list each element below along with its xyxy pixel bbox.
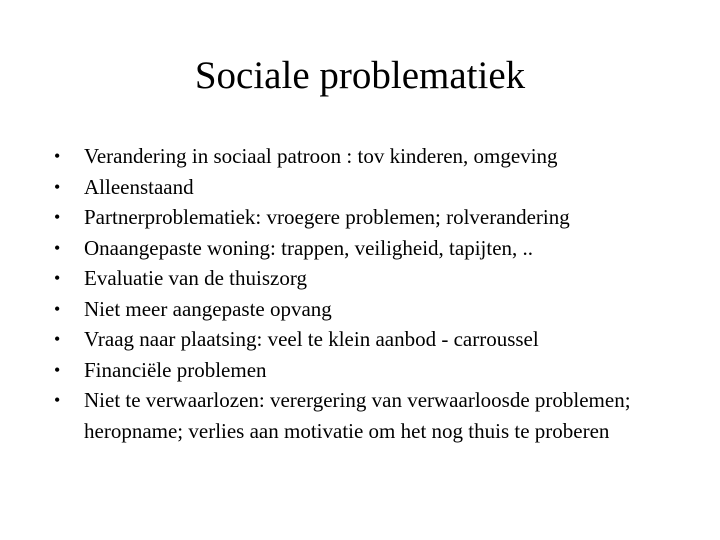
bullet-dot-icon: •: [54, 146, 61, 166]
bullet-item: [54, 233, 694, 264]
slide-title: Sociale problematiek: [194, 54, 526, 97]
bullet-item: [54, 141, 694, 172]
bullet-item: [54, 263, 694, 294]
bullet-item: [54, 202, 694, 233]
bullet-dot-icon: •: [54, 268, 61, 288]
bullet-item: [54, 355, 694, 386]
bullet-item: [54, 172, 694, 203]
bullet-text: Niet meer aangepaste opvang: [84, 296, 332, 321]
bullet-dot-icon: •: [54, 207, 61, 227]
bullet-text: Partnerproblematiek: vroegere problemen; rolverandering: [84, 205, 570, 229]
bullet-text: Financiële problemen: [84, 357, 267, 382]
bullet-dot-icon: •: [54, 298, 61, 319]
bullet-item: [54, 385, 694, 446]
bullet-item: [54, 294, 694, 325]
bullet-dot-icon: •: [54, 359, 61, 380]
bullet-text: Verandering in sociaal patroon : tov kinderen, omgeving: [84, 144, 558, 168]
bullet-dot-icon: •: [54, 390, 61, 410]
bullet-dot-icon: •: [54, 237, 61, 258]
bullet-text: Onaangepaste woning: trappen, veiligheid, tapijten, ..: [84, 235, 534, 260]
bullet-text: Vraag naar plaatsing: veel te klein aanbod - carroussel: [84, 327, 539, 351]
bullet-text: Alleenstaand: [84, 174, 194, 199]
bullet-dot-icon: •: [54, 176, 61, 197]
bullet-list: [54, 141, 694, 446]
bullet-text: Niet te verwaarlozen: verergering van verwaarloosde problemen; heropname; verlies aan motivatie om het nog thuis te proberen: [84, 388, 631, 443]
bullet-dot-icon: •: [54, 329, 61, 349]
bullet-text: Evaluatie van de thuiszorg: [84, 266, 307, 290]
bullet-item: [54, 324, 694, 355]
